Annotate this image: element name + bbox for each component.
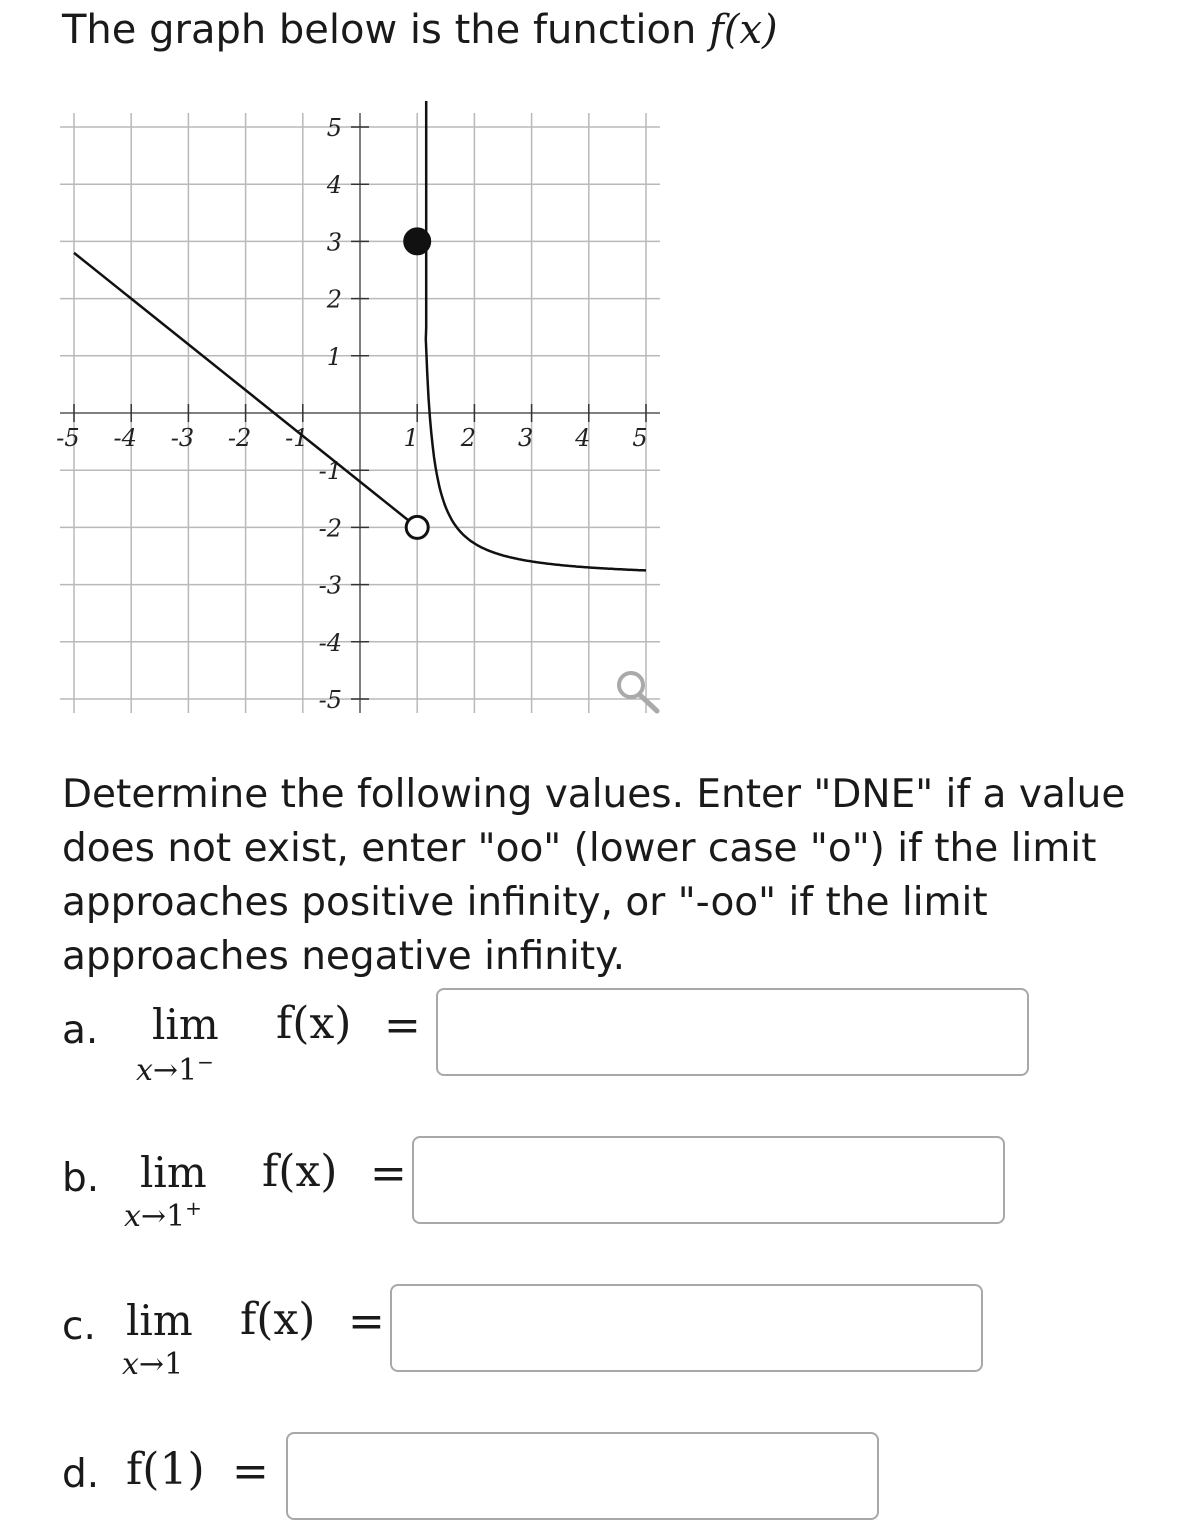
function-graph[interactable]: [0, 100, 720, 720]
question-a: [0, 980, 1179, 1088]
x-tick-label: -2: [227, 424, 252, 452]
x-tick-label: 4: [575, 424, 591, 452]
y-tick-label: 3: [326, 228, 342, 257]
prompt-text: The graph below is the function: [62, 7, 697, 53]
x-tick-label: 5: [632, 424, 648, 452]
question-title: [62, 4, 778, 56]
question-b-sub-var: x: [124, 1199, 141, 1234]
question-a-letter: a.: [62, 1008, 99, 1053]
y-tick-label: -1: [318, 457, 342, 486]
y-tick-label: -5: [318, 686, 342, 714]
question-d-expression: f(1): [126, 1444, 205, 1495]
y-tick-labels: [319, 114, 342, 714]
magnifier-icon[interactable]: [619, 673, 657, 711]
question-a-sub-arrow: →: [152, 1053, 179, 1088]
question-c-sub-var: x: [122, 1347, 139, 1382]
x-tick-label: 1: [403, 424, 419, 452]
x-tick-label: 3: [517, 424, 534, 452]
y-tick-label: -3: [318, 571, 342, 600]
x-tick-label: 2: [460, 424, 477, 452]
question-b-equals: =: [370, 1148, 407, 1199]
question-c-function: f(x): [240, 1294, 316, 1345]
question-d-equals: =: [232, 1446, 269, 1497]
question-b-sub-sign: +: [185, 1196, 202, 1220]
x-tick-label: -5: [56, 424, 80, 452]
question-b-subscript: [124, 1196, 202, 1234]
question-d: [0, 1424, 1179, 1524]
instructions-text: Determine the following values. Enter "DNE" if a value does not exist, enter "oo" (lower case "o") if the limit approaches positive infinity, or "-oo" if the limit approaches negative infinity.: [62, 772, 1126, 979]
right-curve: [426, 101, 646, 570]
y-tick-label: -4: [318, 628, 342, 657]
answer-input-d[interactable]: [286, 1432, 879, 1520]
x-tick-label: -4: [113, 424, 137, 452]
question-c-sub-val: 1: [164, 1347, 184, 1382]
question-b-lim: lim: [140, 1148, 207, 1197]
answer-input-b[interactable]: [412, 1136, 1005, 1224]
closed-point: [404, 228, 430, 254]
question-b-sub-val: 1: [166, 1199, 186, 1234]
question-a-sub-sign: −: [197, 1050, 214, 1074]
question-c-lim: lim: [126, 1296, 193, 1345]
y-tick-label: 1: [326, 342, 342, 371]
x-tick-labels: [56, 424, 647, 452]
question-a-lim: lim: [152, 1000, 219, 1049]
axes: [60, 113, 660, 713]
question-a-equals: =: [384, 1000, 421, 1051]
y-tick-label: 5: [326, 114, 342, 142]
question-a-subscript: [136, 1050, 214, 1088]
question-c-letter: c.: [62, 1304, 96, 1349]
y-tick-label: 2: [326, 285, 342, 314]
question-a-function: f(x): [276, 998, 352, 1049]
question-b: [0, 1128, 1179, 1234]
question-b-letter: b.: [62, 1156, 100, 1201]
x-tick-label: -3: [170, 424, 195, 452]
answer-input-c[interactable]: [390, 1284, 983, 1372]
question-a-sub-var: x: [136, 1053, 153, 1088]
function-label: f(x): [709, 7, 778, 53]
y-tick-label: -2: [318, 514, 342, 543]
question-c-equals: =: [348, 1296, 385, 1347]
x-tick-label: -1: [285, 424, 309, 452]
question-c-sub-arrow: →: [138, 1347, 165, 1382]
question-c-subscript: [122, 1344, 183, 1382]
question-d-letter: d.: [62, 1452, 100, 1497]
answer-input-a[interactable]: [436, 988, 1029, 1076]
question-b-sub-arrow: →: [140, 1199, 167, 1234]
question-c: [0, 1276, 1179, 1382]
y-tick-label: 4: [326, 171, 342, 200]
question-a-sub-val: 1: [178, 1053, 198, 1088]
open-point: [406, 516, 428, 538]
question-b-function: f(x): [262, 1146, 338, 1197]
